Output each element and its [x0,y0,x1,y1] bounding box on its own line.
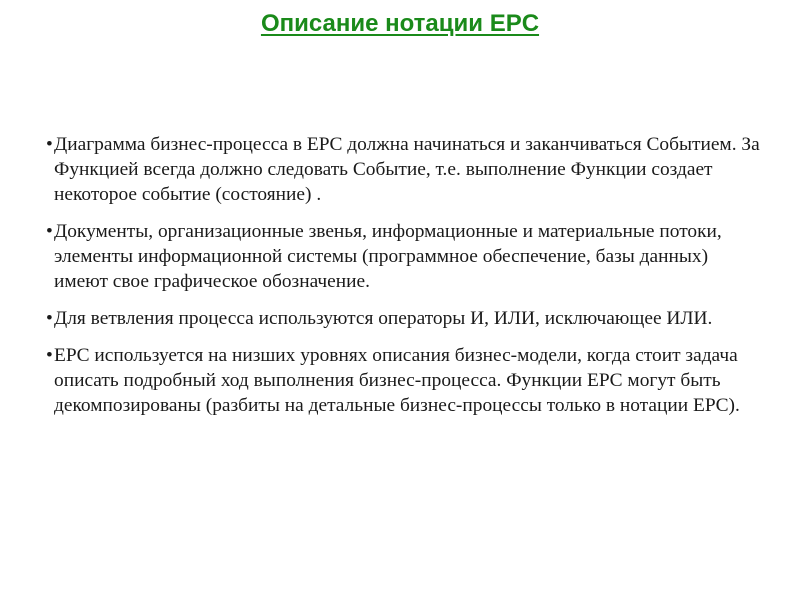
bullet-list [0,132,800,430]
bullet-icon: • [46,308,53,329]
list-item [0,306,800,331]
list-item [0,219,800,294]
list-item-text: Документы, организационные звенья, информационные и материальные потоки, элементы информационной системы (программное обеспечение, базы данных) имеют свое графическое обозначение. [54,221,722,292]
slide-title: Описание нотации EPC [260,10,540,37]
list-item-text: Для ветвления процесса используются операторы И, ИЛИ, исключающее ИЛИ. [54,308,713,329]
bullet-icon: • [46,134,53,155]
list-item-text: EPC используется на низших уровнях описания бизнес-модели, когда стоит задача описать подробный ход выполнения бизнес-процесса. Функции EPC могут быть декомпозированы (разбиты на детальные бизнес-процессы только в нотации EPC). [54,345,740,416]
list-item-text: Диаграмма бизнес-процесса в EPC должна начинаться и заканчиваться Событием. За Функцией всегда должно следовать Событие, т.е. выполнение Функции создает некоторое событие (состояние) . [54,134,760,205]
list-item [0,132,800,207]
bullet-icon: • [46,221,53,242]
list-item [0,343,800,418]
bullet-icon: • [46,345,53,366]
